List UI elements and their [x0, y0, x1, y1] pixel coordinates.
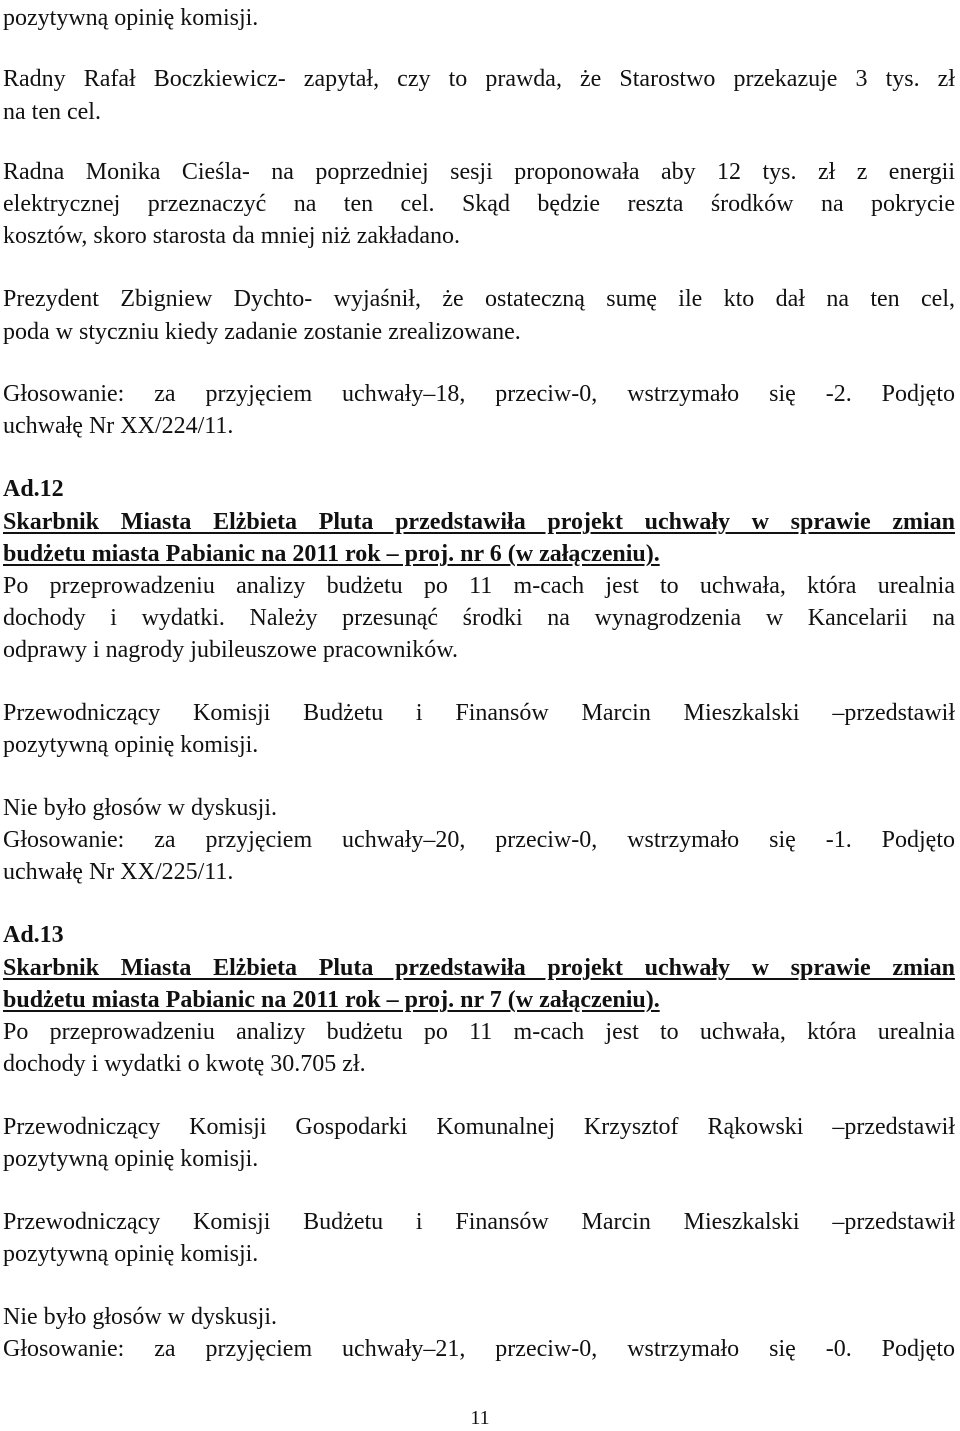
text-line: Głosowanie: za przyjęciem uchwały–18, przeciw-0, wstrzymało się -2. Podjęto	[3, 381, 955, 407]
text-line: pozytywną opinię komisji.	[3, 1241, 259, 1267]
text-line: pozytywną opinię komisji.	[3, 732, 259, 758]
text-line: poda w styczniu kiedy zadanie zostanie zrealizowane.	[3, 319, 521, 345]
text-line: na ten cel.	[3, 99, 101, 125]
text-line: Przewodniczący Komisji Gospodarki Komunalnej Krzysztof Rąkowski –przedstawił	[3, 1114, 955, 1140]
text-line: dochody i wydatki. Należy przesunąć środki na wynagrodzenia w Kancelarii na	[3, 605, 955, 631]
text-line: Radna Monika Cieśla- na poprzedniej sesji proponowała aby 12 tys. zł z energii	[3, 159, 955, 185]
section-title-line: Skarbnik Miasta Elżbieta Pluta przedstawiła projekt uchwały w sprawie zmian	[3, 955, 955, 981]
text-line: Głosowanie: za przyjęciem uchwały–21, przeciw-0, wstrzymało się -0. Podjęto	[3, 1336, 955, 1362]
text-line: Przewodniczący Komisji Budżetu i Finansów Marcin Mieszkalski –przedstawił	[3, 700, 955, 726]
text-line: Radny Rafał Boczkiewicz- zapytał, czy to prawda, że Starostwo przekazuje 3 tys. zł	[3, 66, 955, 92]
text-line: Prezydent Zbigniew Dychto- wyjaśnił, że ostateczną sumę ile kto dał na ten cel,	[3, 286, 955, 312]
page-number: 11	[470, 1407, 490, 1429]
section-heading-ad13: Ad.13	[3, 922, 64, 948]
section-title-line: Skarbnik Miasta Elżbieta Pluta przedstawiła projekt uchwały w sprawie zmian	[3, 509, 955, 535]
text-line: uchwałę Nr XX/224/11.	[3, 413, 234, 439]
text-line: Nie było głosów w dyskusji.	[3, 1304, 278, 1330]
section-title-line: budżetu miasta Pabianic na 2011 rok – proj. nr 7 (w załączeniu).	[3, 987, 660, 1013]
text-line: pozytywną opinię komisji.	[3, 5, 259, 31]
text-line: Głosowanie: za przyjęciem uchwały–20, przeciw-0, wstrzymało się -1. Podjęto	[3, 827, 955, 853]
text-line: odprawy i nagrody jubileuszowe pracowników.	[3, 637, 458, 663]
text-line: elektrycznej przeznaczyć na ten cel. Skąd będzie reszta środków na pokrycie	[3, 191, 955, 217]
section-title-line: budżetu miasta Pabianic na 2011 rok – proj. nr 6 (w załączeniu).	[3, 541, 660, 567]
text-line: Po przeprowadzeniu analizy budżetu po 11 m-cach jest to uchwała, która urealnia	[3, 1019, 955, 1045]
text-line: Po przeprowadzeniu analizy budżetu po 11 m-cach jest to uchwała, która urealnia	[3, 573, 955, 599]
text-line: uchwałę Nr XX/225/11.	[3, 859, 234, 885]
text-line: pozytywną opinię komisji.	[3, 1146, 259, 1172]
text-line: kosztów, skoro starosta da mniej niż zakładano.	[3, 223, 460, 249]
text-line: Nie było głosów w dyskusji.	[3, 795, 278, 821]
section-heading-ad12: Ad.12	[3, 476, 64, 502]
text-line: Przewodniczący Komisji Budżetu i Finansów Marcin Mieszkalski –przedstawił	[3, 1209, 955, 1235]
text-line: dochody i wydatki o kwotę 30.705 zł.	[3, 1051, 366, 1077]
